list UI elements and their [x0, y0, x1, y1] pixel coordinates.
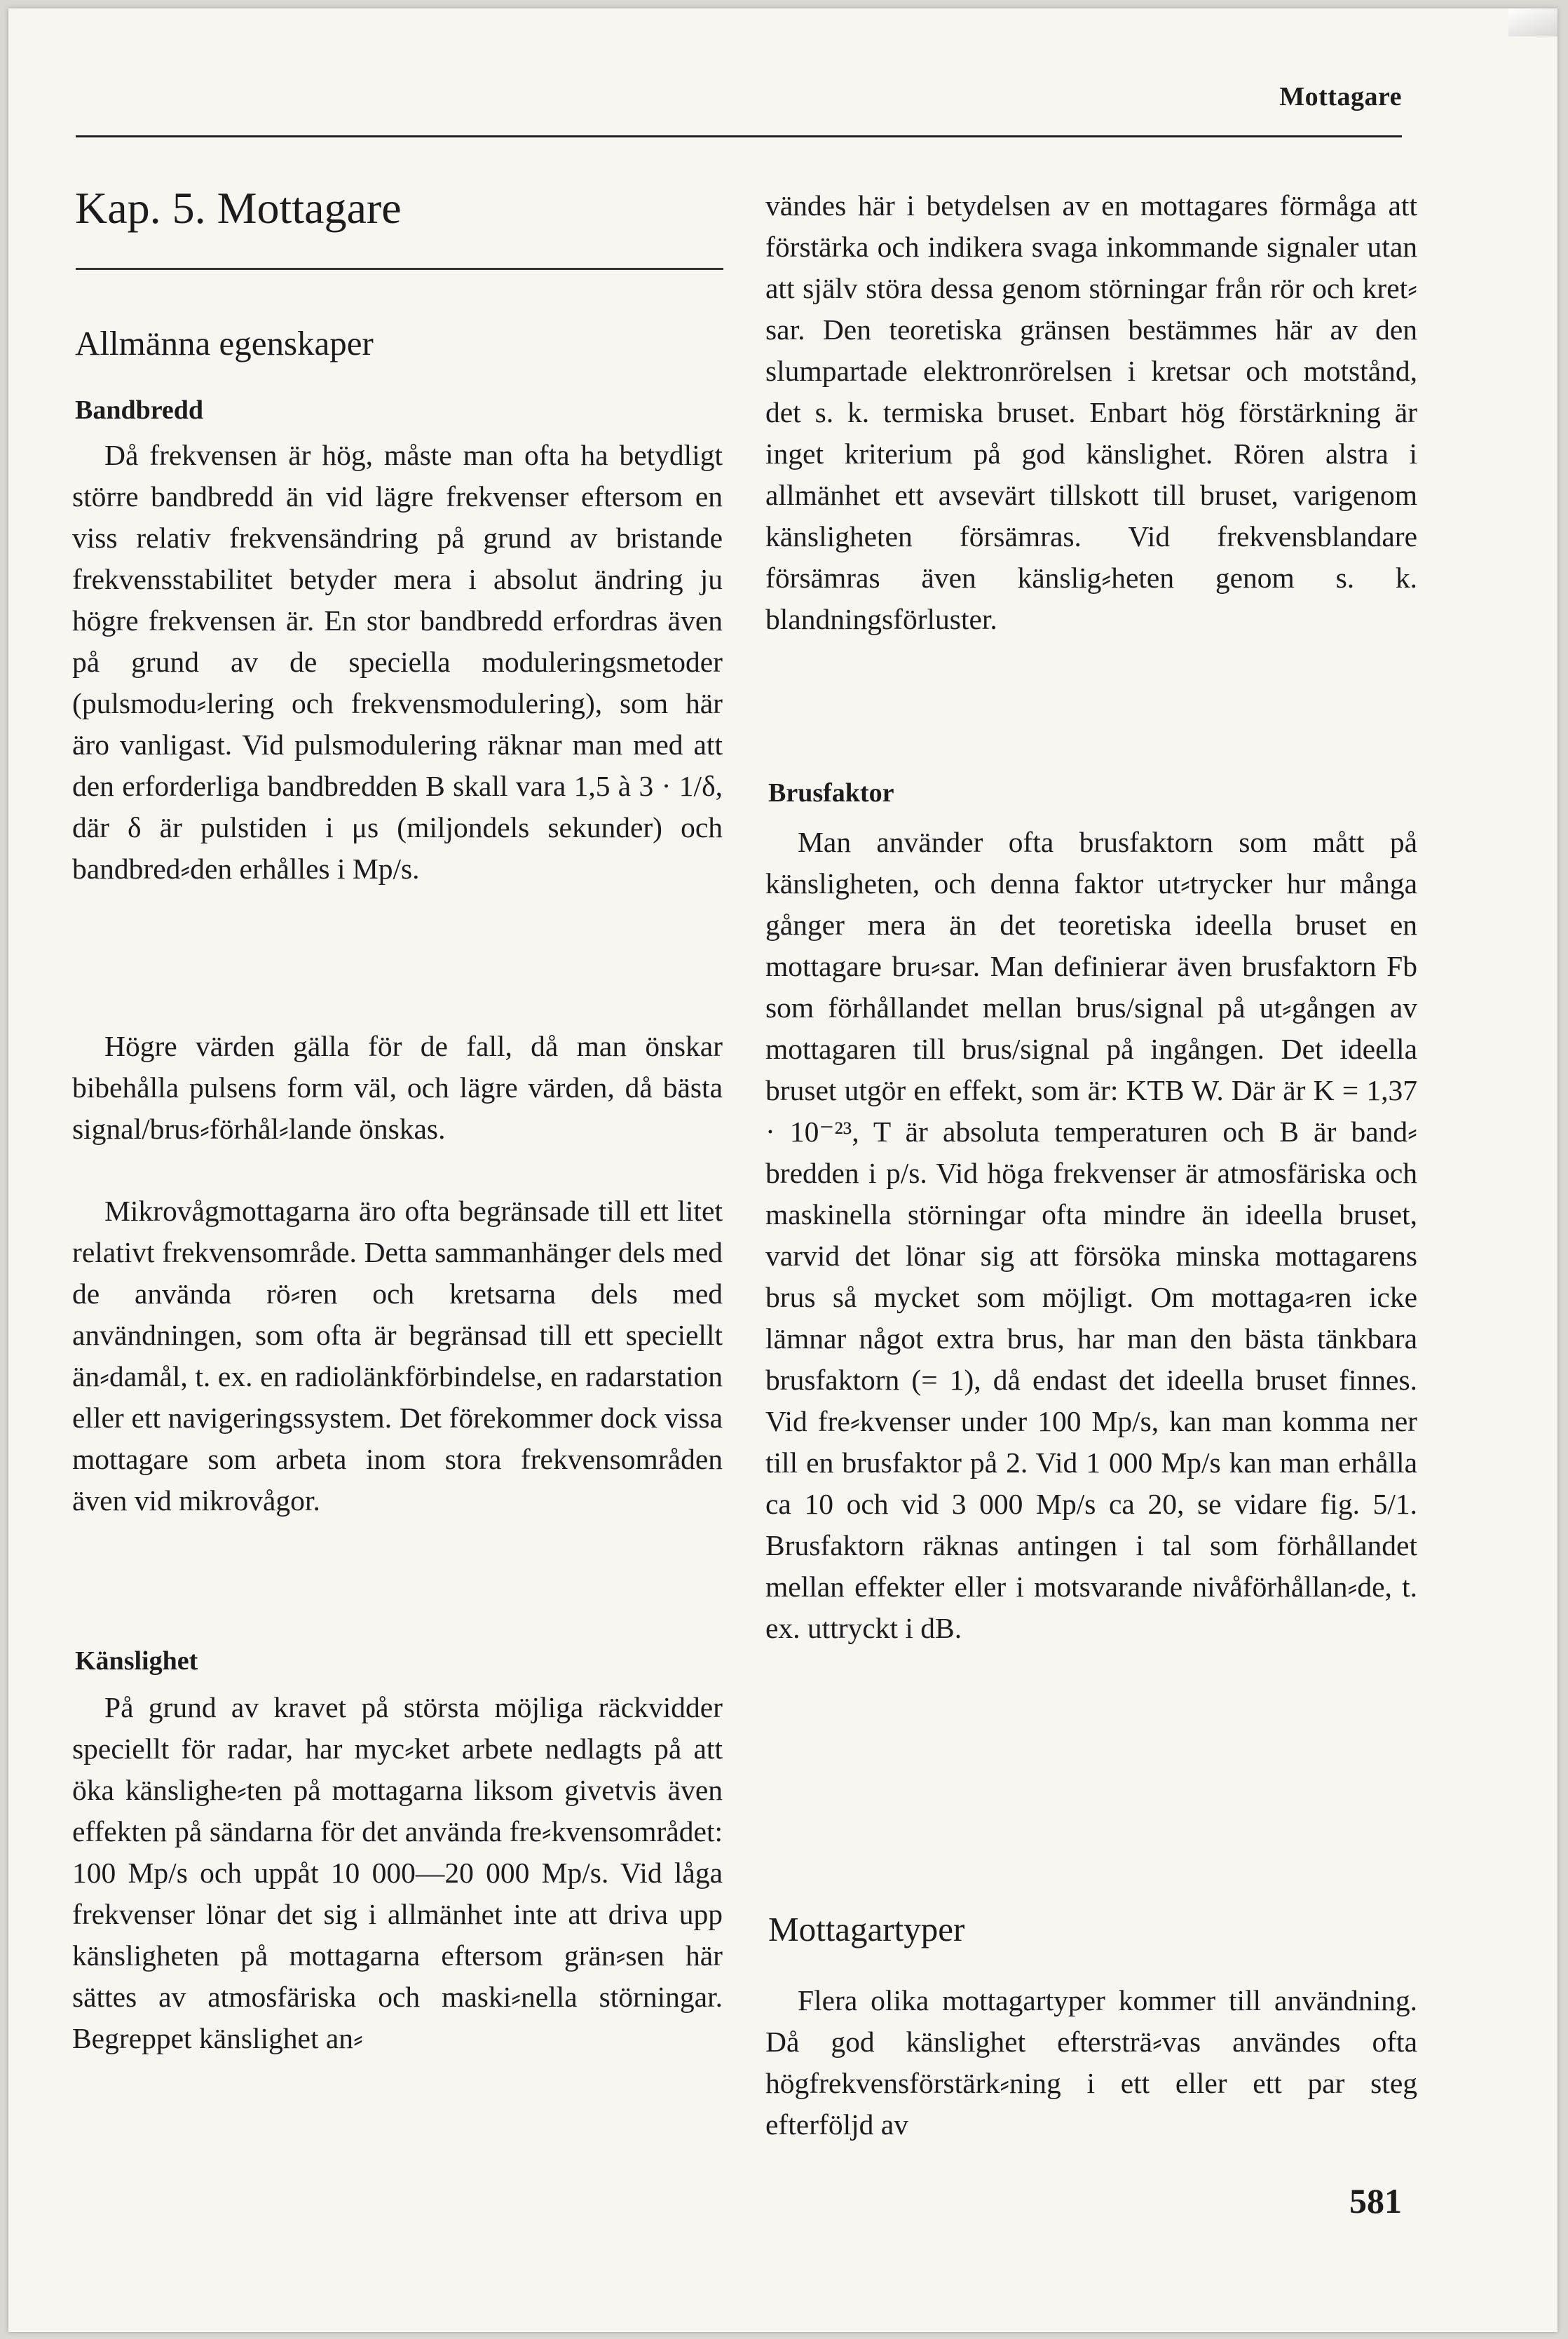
- paragraph-mottagartyper-1: [765, 1980, 1417, 2145]
- section-heading-allmanna: Allmänna egenskaper: [75, 324, 374, 362]
- paragraph-brusfaktor-1: [765, 822, 1417, 1649]
- page-corner: [1508, 8, 1557, 36]
- chapter-rule: [76, 268, 723, 270]
- paragraph-text: Flera olika mottagartyper kommer till användning. Då god känslighet eftersträ⸗vas användes ofta högfrekvensförstärk⸗ning i ett eller ett par steg efterföljd av: [765, 1984, 1417, 2141]
- paragraph-kanslighet-1b: [765, 185, 1417, 640]
- subheading-bandbredd: Bandbredd: [75, 395, 204, 425]
- subheading-brusfaktor: Brusfaktor: [768, 778, 894, 808]
- paragraph-text: Högre värden gälla för de fall, då man önskar bibehålla pulsens form väl, och lägre värden, då bästa signal/brus⸗förhål⸗lande önskas.: [72, 1030, 723, 1145]
- running-header: Mottagare: [1279, 82, 1402, 111]
- chapter-title: Kap. 5. Mottagare: [75, 183, 402, 233]
- paragraph-kanslighet-1a: [72, 1687, 723, 2059]
- paragraph-text: På grund av kravet på största möjliga räckvidder speciellt för radar, har myc⸗ket arbete nedlagts på att öka känslighe⸗ten på mottagarna liksom givetvis även effekten på sändarna för det använda fre⸗kvensområdet: 100 Mp/s och uppåt 10 000—20 000 Mp/s. Vid låga frekvenser lönar det sig i allmänhet inte att driva upp känsligheten på mottagarna eftersom grän⸗sen här sättes av atmosfäriska och maski⸗nella störningar. Begreppet känslighet an⸗: [72, 1691, 723, 2054]
- page-number: 581: [1349, 2181, 1402, 2221]
- paragraph-text: Då frekvensen är hög, måste man ofta ha betydligt större bandbredd än vid lägre frekvenser eftersom en viss relativ frekvensändring på grund av bristande frekvensstabilitet betyder mera i absolut ändring ju högre frekvensen är. En stor bandbredd erfordras även på grund av de speciella moduleringsmetoder (pulsmodu⸗lering och frekvensmodulering), som här äro vanligast. Vid pulsmodulering räknar man med att den erforderliga bandbredden B skall vara 1,5 à 3 · 1/δ, där δ är pulstiden i μs (miljondels sekunder) och bandbred⸗den erhålles i Mp/s.: [72, 439, 723, 885]
- paragraph-text: Man använder ofta brusfaktorn som mått på känsligheten, och denna faktor ut⸗trycker hur många gånger mera än det teoretiska ideella bruset en mottagare bru⸗sar. Man definierar även brusfaktorn Fb som förhållandet mellan brus/signal på ut⸗gången av mottagaren till brus/signal på ingången. Det ideella bruset utgör en effekt, som är: KTB W. Där är K = 1,37 · 10⁻²³, T är absoluta temperaturen och B är band⸗bredden i p/s. Vid höga frekvenser är atmosfäriska och maskinella störningar ofta mindre än ideella bruset, varvid det lönar sig att försöka minska mottagarens brus så mycket som möjligt. Om mottaga⸗ren icke lämnar något extra brus, har man den bästa tänkbara brusfaktorn (= 1), då endast det ideella bruset finnes. Vid fre⸗kvenser under 100 Mp/s, kan man komma ner till en brusfaktor på 2. Vid 1 000 Mp/s kan man erhålla ca 10 och vid 3 000 Mp/s ca 20, se vidare fig. 5/1. Brusfaktorn räknas antingen i tal som förhållandet mellan effekter eller i motsvarande nivåförhållan⸗de, t. ex. uttryckt i dB.: [765, 826, 1417, 1644]
- paragraph-text: vändes här i betydelsen av en mottagares förmåga att förstärka och indikera svaga inkommande signaler utan att själv störa dessa genom störningar från rör och kret⸗sar. Den teoretiska gränsen bestämmes här av den slumpartade elektronrörelsen i kretsar och motstånd, det s. k. termiska bruset. Enbart hög förstärkning är inget kriterium på god känslighet. Rören alstra i allmänhet ett avsevärt tillskott till bruset, varigenom känsligheten försämras. Vid frekvensblandare försämras även känslig⸗heten genom s. k. blandningsförluster.: [765, 189, 1417, 635]
- subheading-kanslighet: Känslighet: [75, 1646, 198, 1676]
- paragraph-text: Mikrovågmottagarna äro ofta begränsade till ett litet relativt frekvensområde. Detta sammanhänger dels med de använda rö⸗ren och kretsarna dels med användningen, som ofta är begränsad till ett speciellt än⸗damål, t. ex. en radiolänkförbindelse, en radarstation eller ett navigeringssystem. Det förekommer dock vissa mottagare som arbeta inom stora frekvensområden även vid mikrovågor.: [72, 1195, 723, 1517]
- paragraph-bandbredd-2: [72, 1026, 723, 1150]
- section-heading-mottagartyper: Mottagartyper: [768, 1910, 965, 1948]
- book-page: [8, 8, 1557, 2332]
- paragraph-bandbredd-3: [72, 1191, 723, 1521]
- paragraph-bandbredd-1: [72, 435, 723, 890]
- header-rule: [76, 135, 1402, 137]
